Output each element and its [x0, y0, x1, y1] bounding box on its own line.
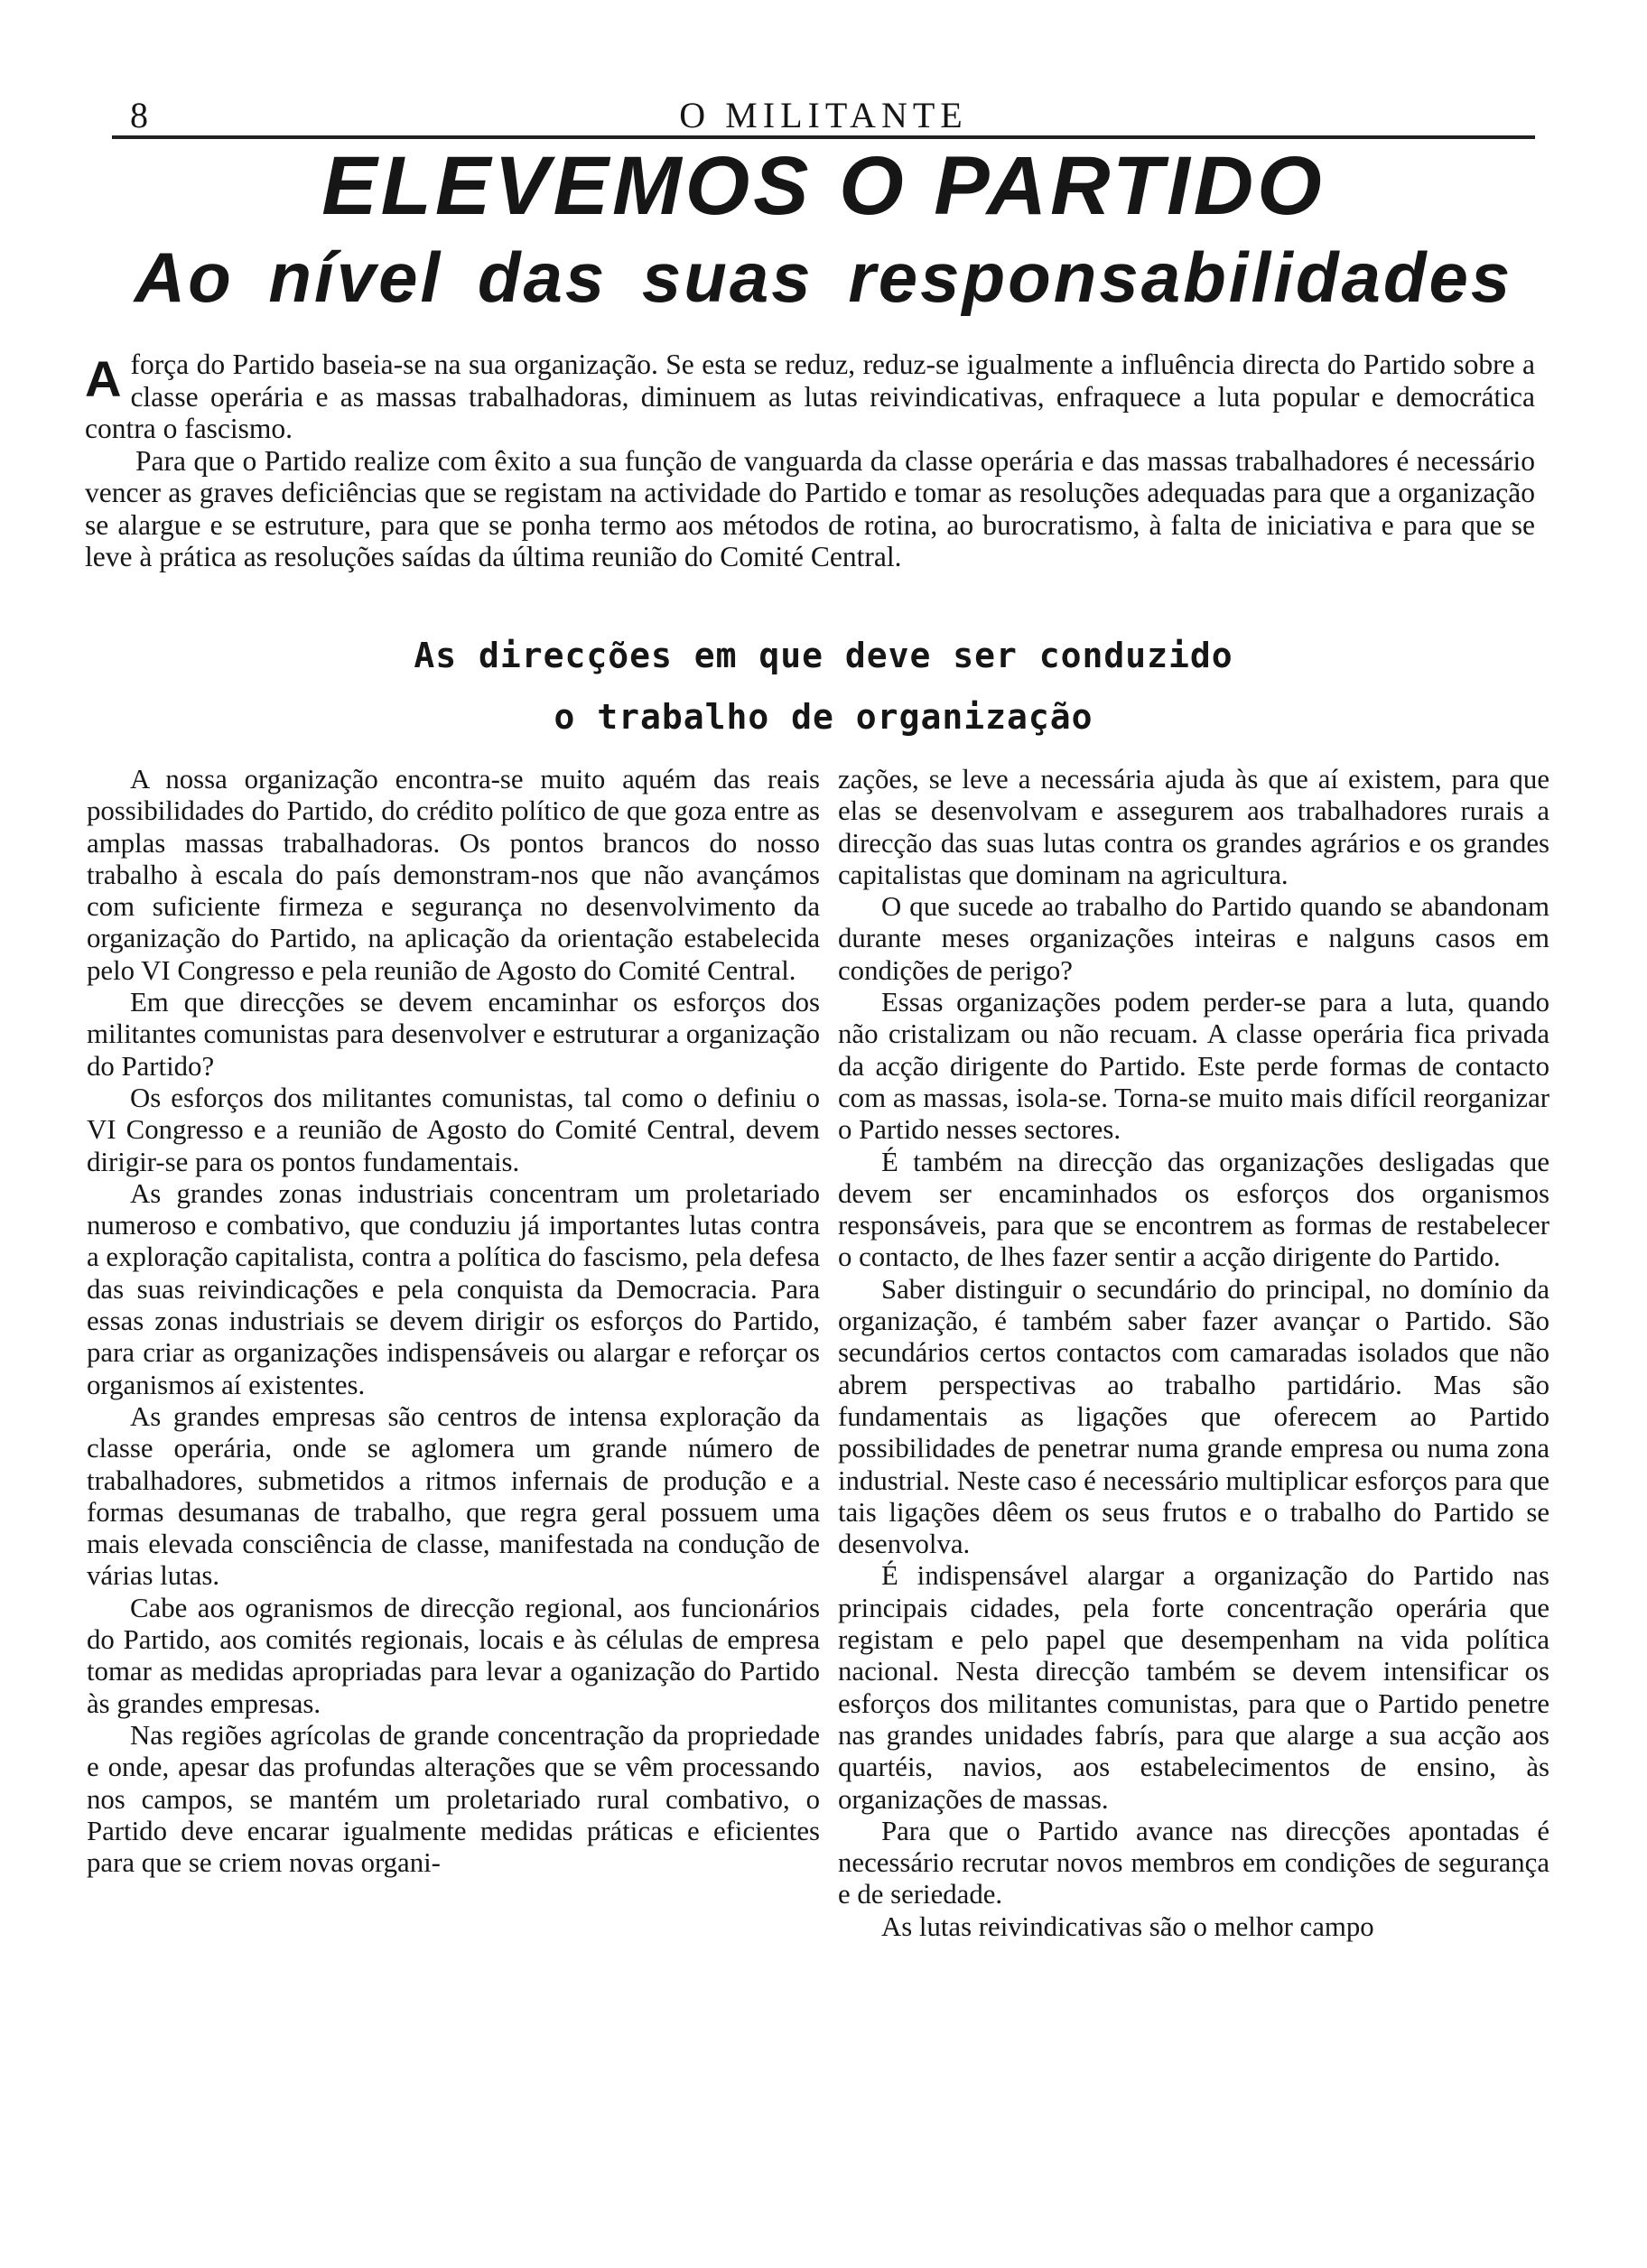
body-paragraph: O que sucede ao trabalho do Partido quando se abandonam durante meses organizações inteiras e nalguns casos em condições de perigo? — [838, 891, 1549, 986]
article-subtitle: Ao nível das suas responsabilidades — [134, 237, 1513, 317]
body-paragraph: Os esforços dos militantes comunistas, tal como o definiu o VI Congresso e a reunião de Agosto do Comité Central, devem dirigir-se para os pontos fundamentais. — [87, 1082, 820, 1177]
body-paragraph: Saber distinguir o secundário do principal, no domínio da organização, é também saber fazer avançar o Partido. São secundários certos contactos com camaradas isolados que não abrem perspectivas ao trabalho partidário. Mas são fundamentais as ligações que oferecem ao Partido possibilidades de penetrar numa grande empresa ou numa zona industrial. Neste caso é necessário multiplicar esforços para que tais ligações dêem os seus frutos e o trabalho do Partido se desenvolva. — [838, 1273, 1549, 1560]
body-paragraph: Nas regiões agrícolas de grande concentração da propriedade e onde, apesar das profundas alterações que se vêm processando nos campos, se mantém um proletariado rural combativo, o Partido deve encarar igualmente medidas práticas e eficientes para que se criem novas organi- — [87, 1719, 820, 1879]
body-paragraph: Essas organizações podem perder-se para a luta, quando não cristalizam ou não recuam. A classe operária fica privada da acção dirigente do Partido. Este perde formas de contacto com as massas, isola-se. Torna-se muito mais difícil reorganizar o Partido nesses sectores. — [838, 987, 1549, 1146]
intro-paragraph: Para que o Partido realize com êxito a sua função de vanguarda da classe operária e das massas trabalhadores é necessário vencer as graves deficiências que se registam na actividade do Partido e tomar as resoluções adequadas para que a organização se alargue e se estruture, para que se ponha termo aos métodos de rotina, ao burocratismo, à falta de iniciativa e para que se leve à prática as resoluções saídas da última reunião do Comité Central. — [85, 444, 1535, 572]
body-paragraph: As grandes zonas industriais concentram um proletariado numeroso e combativo, que conduziu já importantes lutas contra a exploração capitalista, contra a política do fascismo, pela defesa das suas reivindicações e pela conquista da Democracia. Para essas zonas industriais se devem dirigir os esforços do Partido, para criar as organizações indispensáveis ou alargar e reforçar os organismos aí existentes. — [87, 1177, 820, 1400]
body-paragraph: Para que o Partido avance nas direcções apontadas é necessário recrutar novos membros em condições de segurança e de seriedade. — [838, 1815, 1549, 1910]
drop-cap: A — [85, 350, 122, 407]
page-header — [112, 88, 1535, 139]
section-heading-line: o trabalho de organização — [554, 697, 1093, 737]
intro-paragraph — [85, 349, 1535, 445]
body-paragraph: As lutas reivindicativas são o melhor campo — [881, 1910, 1374, 1942]
intro-paragraph-text: força do Partido baseia-se na sua organização. Se esta se reduz, reduz-se igualmente a influência directa do Partido sobre a classe operária e as massas trabalhadoras, diminuem as lutas reivindicativas, enfraquece a luta popular e democrática contra o fascismo. — [85, 349, 1535, 444]
body-paragraph: Cabe aos ogranismos de direcção regional, aos funcionários do Partido, aos comités regionais, locais e às células de empresa tomar as medidas apropriadas para levar a oganização do Partido às grandes empresas. — [87, 1592, 820, 1719]
body-paragraph: A nossa organização encontra-se muito aquém das reais possibilidades do Partido, do crédito político de que goza entre as amplas massas trabalhadoras. Os pontos brancos do nosso trabalho à escala do país demonstram-nos que não avançámos com suficiente firmeza e segurança no desenvolvimento da organização do Partido, na aplicação da orientação estabelecida pelo VI Congresso e pela reunião de Agosto do Comité Central. — [87, 764, 820, 986]
left-column — [87, 764, 820, 2226]
body-paragraph: É indispensável alargar a organização do Partido nas principais cidades, pela forte concentração operária que registam e pelo papel que desempenham na vida política nacional. Nesta direcção também se devem intensificar os esforços dos militantes comunistas, para que o Partido penetre nas grandes unidades fabrís, para que alarge a sua acção aos quartéis, navios, aos estabelecimentos de ensino, às organizações de massas. — [838, 1560, 1549, 1815]
body-paragraph: As grandes empresas são centros de intensa exploração da classe operária, onde se aglomera um grande número de trabalhadores, submetidos a ritmos infernais de produção e a formas desumanas de trabalho, que regra geral possuem uma mais elevada consciência de classe, manifestada na condução de várias lutas. — [87, 1400, 820, 1592]
article-intro — [85, 349, 1535, 573]
body-paragraph: É também na direcção das organizações desligadas que devem ser encaminhados os esforços dos organismos responsáveis, para que se encontrem as formas de restabelecer o contacto, de lhes fazer sentir a acção dirigente do Partido. — [838, 1146, 1549, 1273]
page-number: 8 — [130, 95, 150, 135]
journal-name: O MILITANTE — [679, 95, 968, 135]
right-column — [838, 764, 1549, 2226]
body-paragraph: zações, se leve a necessária ajuda às que aí existem, para que elas se desenvolvam e assegurem aos trabalhadores rurais a direcção das suas lutas contra os grandes agrários e os grandes capitalistas que dominam na agricultura. — [838, 764, 1549, 890]
section-heading-line: As direcções em que deve ser conduzido — [414, 636, 1233, 675]
article-title: ELEVEMOS O PARTIDO — [321, 140, 1326, 232]
body-paragraph: Em que direcções se devem encaminhar os esforços dos militantes comunistas para desenvolver e estruturar a organização do Partido? — [87, 987, 820, 1082]
